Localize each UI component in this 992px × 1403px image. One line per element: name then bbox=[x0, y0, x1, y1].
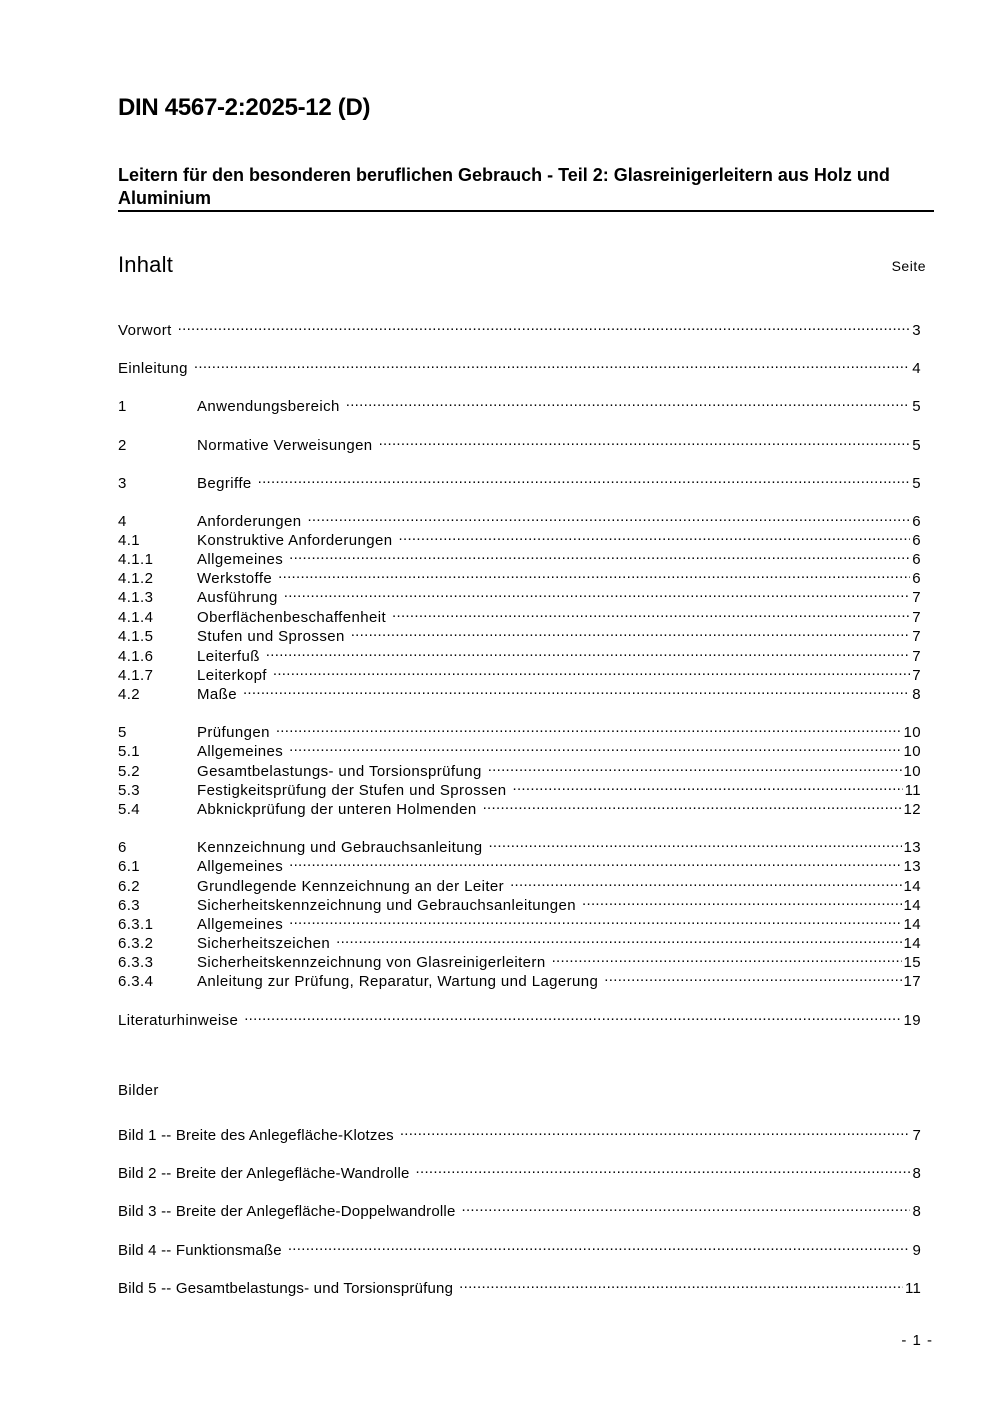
toc-entry-number: 3 bbox=[118, 475, 127, 492]
dot-leader bbox=[351, 622, 911, 641]
dot-leader bbox=[289, 852, 901, 871]
toc-entry-label: Normative Verweisungen bbox=[197, 437, 373, 454]
toc-heading: Inhalt bbox=[118, 252, 174, 277]
toc-entry[interactable] bbox=[118, 507, 921, 530]
dot-leader bbox=[346, 392, 911, 411]
dot-leader bbox=[604, 967, 901, 986]
page-number: - 1 - bbox=[901, 1332, 933, 1349]
dot-leader bbox=[258, 469, 911, 488]
toc-entry-label: Allgemeines bbox=[197, 743, 284, 760]
figure-entry-label: Bild 3 -- Breite der Anlegefläche-Doppelwandrolle bbox=[118, 1203, 456, 1220]
dot-leader bbox=[307, 507, 910, 526]
toc-entry-page: 15 bbox=[903, 954, 921, 971]
toc-entry-number: 4.1.4 bbox=[118, 609, 154, 626]
figure-entry-page: 11 bbox=[905, 1280, 921, 1297]
toc-entry-page: 7 bbox=[912, 667, 921, 684]
toc-entry-number: 5.4 bbox=[118, 801, 141, 818]
toc-entry[interactable] bbox=[118, 910, 921, 933]
toc-entry-number: 6.3.2 bbox=[118, 935, 154, 952]
dot-leader bbox=[552, 948, 902, 967]
toc-entry-label: Begriffe bbox=[197, 475, 252, 492]
toc-entry[interactable] bbox=[118, 776, 921, 799]
toc-entry[interactable] bbox=[118, 354, 921, 377]
toc-entry-number: 5.2 bbox=[118, 763, 141, 780]
toc-entry[interactable] bbox=[118, 948, 921, 971]
figures-heading: Bilder bbox=[118, 1082, 159, 1099]
title-rule bbox=[118, 210, 934, 212]
toc-entry-number: 4.1.5 bbox=[118, 628, 154, 645]
dot-leader bbox=[244, 1006, 901, 1025]
toc-entry[interactable] bbox=[118, 545, 921, 568]
toc-entry[interactable] bbox=[118, 661, 921, 684]
figure-entry[interactable] bbox=[118, 1274, 921, 1297]
document-title: Leitern für den besonderen beruflichen Gebrauch - Teil 2: Glasreinigerleitern aus Holz und Aluminium bbox=[118, 165, 890, 208]
toc-entry[interactable] bbox=[118, 603, 921, 626]
toc-entry-page: 10 bbox=[903, 724, 921, 741]
toc-entry-label: Maße bbox=[197, 686, 237, 703]
toc-entry-number: 6.2 bbox=[118, 878, 141, 895]
dot-leader bbox=[243, 680, 910, 699]
toc-entry-page: 17 bbox=[903, 973, 921, 990]
dot-leader bbox=[483, 795, 902, 814]
toc-entry-page: 13 bbox=[903, 839, 921, 856]
toc-entry-label: Sicherheitskennzeichnung und Gebrauchsanleitungen bbox=[197, 897, 577, 914]
toc-entry-number: 4.1.1 bbox=[118, 551, 154, 568]
toc-entry-label: Werkstoffe bbox=[197, 570, 273, 587]
toc-entry-page: 11 bbox=[904, 782, 921, 799]
figure-entry[interactable] bbox=[118, 1121, 921, 1144]
toc-entry-label: Anforderungen bbox=[197, 513, 302, 530]
toc-entry-label: Stufen und Sprossen bbox=[197, 628, 345, 645]
toc-entry[interactable] bbox=[118, 852, 921, 875]
dot-leader bbox=[488, 833, 901, 852]
toc-entry[interactable] bbox=[118, 891, 921, 914]
toc-entry-page: 14 bbox=[903, 916, 921, 933]
figure-entry-label: Bild 2 -- Breite der Anlegefläche-Wandrolle bbox=[118, 1165, 410, 1182]
toc-entry[interactable] bbox=[118, 642, 921, 665]
toc-entry-number: 4.2 bbox=[118, 686, 141, 703]
toc-entry[interactable] bbox=[118, 967, 921, 990]
toc-entry-number: 6.3.4 bbox=[118, 973, 154, 990]
toc-entry-label: Ausführung bbox=[197, 589, 278, 606]
toc-entry-label: Abknickprüfung der unteren Holmenden bbox=[197, 801, 477, 818]
dot-leader bbox=[194, 354, 910, 373]
toc-entry-page: 5 bbox=[912, 437, 921, 454]
toc-entry-label: Kennzeichnung und Gebrauchsanleitung bbox=[197, 839, 483, 856]
toc-entry-page: 7 bbox=[912, 648, 921, 665]
dot-leader bbox=[488, 757, 902, 776]
toc-entry-number: 6 bbox=[118, 839, 127, 856]
dot-leader bbox=[273, 661, 910, 680]
toc-entry-number: 1 bbox=[118, 398, 127, 415]
toc-entry-number: 6.1 bbox=[118, 858, 141, 875]
toc-entry-number: 4.1.3 bbox=[118, 589, 154, 606]
toc-entry-number: 4.1.6 bbox=[118, 648, 154, 665]
figure-entry[interactable] bbox=[118, 1236, 921, 1259]
toc-entry-page: 14 bbox=[903, 897, 921, 914]
dot-leader bbox=[288, 1236, 911, 1255]
toc-entry[interactable] bbox=[118, 583, 921, 606]
toc-entry-number: 6.3.3 bbox=[118, 954, 154, 971]
toc-entry-number: 4.1.7 bbox=[118, 667, 154, 684]
toc-entry-page: 14 bbox=[903, 878, 921, 895]
figure-entry-label: Bild 5 -- Gesamtbelastungs- und Torsionsprüfung bbox=[118, 1280, 454, 1297]
toc-entry-number: 4.1.2 bbox=[118, 570, 154, 587]
figure-entry-label: Bild 1 -- Breite des Anlegefläche-Klotzes bbox=[118, 1127, 394, 1144]
toc-entry[interactable] bbox=[118, 469, 921, 492]
dot-leader bbox=[582, 891, 901, 910]
toc-entry-label: Oberflächenbeschaffenheit bbox=[197, 609, 387, 626]
toc-entry-page: 13 bbox=[903, 858, 921, 875]
dot-leader bbox=[416, 1159, 911, 1178]
toc-entry-number: 4.1 bbox=[118, 532, 141, 549]
figure-entry-page: 8 bbox=[912, 1165, 921, 1182]
toc-entry-label: Allgemeines bbox=[197, 916, 284, 933]
toc-entry-page: 19 bbox=[903, 1012, 921, 1029]
toc-entry-number: 4 bbox=[118, 513, 127, 530]
toc-entry-label: Anleitung zur Prüfung, Reparatur, Wartung und Lagerung bbox=[197, 973, 599, 990]
toc-entry[interactable] bbox=[118, 564, 921, 587]
toc-entry-label: Literaturhinweise bbox=[118, 1012, 239, 1029]
toc-entry[interactable] bbox=[118, 872, 921, 895]
toc-entry-page: 3 bbox=[912, 322, 921, 339]
toc-entry-page: 12 bbox=[903, 801, 921, 818]
toc-entry[interactable] bbox=[118, 718, 921, 741]
toc-entry-label: Vorwort bbox=[118, 322, 172, 339]
toc-entry-number: 5.1 bbox=[118, 743, 141, 760]
toc-entry-page: 6 bbox=[912, 570, 921, 587]
toc-entry-page: 6 bbox=[912, 532, 921, 549]
dot-leader bbox=[336, 929, 901, 948]
figure-entry-page: 7 bbox=[912, 1127, 921, 1144]
toc-entry-page: 6 bbox=[912, 551, 921, 568]
dot-leader bbox=[289, 910, 901, 929]
dot-leader bbox=[276, 718, 902, 737]
toc-entry-label: Einleitung bbox=[118, 360, 188, 377]
dot-leader bbox=[284, 583, 911, 602]
toc-entry-label: Festigkeitsprüfung der Stufen und Sprossen bbox=[197, 782, 507, 799]
dot-leader bbox=[178, 316, 911, 335]
dot-leader bbox=[278, 564, 910, 583]
dot-leader bbox=[399, 526, 911, 545]
toc-entry-label: Anwendungsbereich bbox=[197, 398, 340, 415]
toc-entry-label: Leiterfuß bbox=[197, 648, 260, 665]
toc-entry-number: 6.3 bbox=[118, 897, 141, 914]
toc-entry-page: 10 bbox=[903, 763, 921, 780]
toc-entry[interactable] bbox=[118, 1006, 921, 1029]
toc-entry-page: 7 bbox=[912, 589, 921, 606]
toc-entry-page: 10 bbox=[903, 743, 921, 760]
toc-entry-label: Allgemeines bbox=[197, 551, 284, 568]
figure-entry-label: Bild 4 -- Funktionsmaße bbox=[118, 1242, 282, 1259]
toc-entry[interactable] bbox=[118, 680, 921, 703]
toc-entry[interactable] bbox=[118, 392, 921, 415]
toc-entry-number: 5 bbox=[118, 724, 127, 741]
figure-entry-page: 8 bbox=[912, 1203, 921, 1220]
toc-entry[interactable] bbox=[118, 622, 921, 645]
toc-entry-label: Allgemeines bbox=[197, 858, 284, 875]
document-id: DIN 4567-2:2025-12 (D) bbox=[118, 94, 371, 121]
toc-entry-page: 5 bbox=[912, 398, 921, 415]
toc-entry[interactable] bbox=[118, 833, 921, 856]
dot-leader bbox=[400, 1121, 911, 1140]
dot-leader bbox=[462, 1197, 911, 1216]
toc-entry-label: Grundlegende Kennzeichnung an der Leiter bbox=[197, 878, 505, 895]
toc-entry-label: Sicherheitskennzeichnung von Glasreinigerleitern bbox=[197, 954, 546, 971]
toc-entry[interactable] bbox=[118, 929, 921, 952]
toc-entry-number: 2 bbox=[118, 437, 127, 454]
dot-leader bbox=[289, 545, 910, 564]
dot-leader bbox=[512, 776, 902, 795]
toc-entry-label: Leiterkopf bbox=[197, 667, 267, 684]
page-column-label: Seite bbox=[891, 258, 926, 274]
toc-entry-page: 7 bbox=[912, 628, 921, 645]
toc-entry-page: 14 bbox=[903, 935, 921, 952]
toc-entry-label: Sicherheitszeichen bbox=[197, 935, 331, 952]
toc-entry-number: 6.3.1 bbox=[118, 916, 154, 933]
toc-entry-label: Prüfungen bbox=[197, 724, 270, 741]
figure-entry-page: 9 bbox=[912, 1242, 921, 1259]
toc-entry-number: 5.3 bbox=[118, 782, 141, 799]
toc-entry[interactable] bbox=[118, 795, 921, 818]
figure-entry[interactable] bbox=[118, 1159, 921, 1182]
toc-entry-page: 8 bbox=[912, 686, 921, 703]
toc-entry-label: Gesamtbelastungs- und Torsionsprüfung bbox=[197, 763, 482, 780]
toc-entry-label: Konstruktive Anforderungen bbox=[197, 532, 393, 549]
dot-leader bbox=[379, 431, 911, 450]
toc-entry[interactable] bbox=[118, 757, 921, 780]
toc-entry-page: 4 bbox=[912, 360, 921, 377]
toc-entry[interactable] bbox=[118, 526, 921, 549]
figure-entry[interactable] bbox=[118, 1197, 921, 1220]
dot-leader bbox=[510, 872, 901, 891]
toc-entry[interactable] bbox=[118, 431, 921, 454]
toc-entry[interactable] bbox=[118, 316, 921, 339]
dot-leader bbox=[392, 603, 910, 622]
toc-entry-page: 5 bbox=[912, 475, 921, 492]
toc-entry-page: 7 bbox=[912, 609, 921, 626]
dot-leader bbox=[266, 642, 910, 661]
dot-leader bbox=[459, 1274, 903, 1293]
dot-leader bbox=[289, 737, 901, 756]
toc-entry[interactable] bbox=[118, 737, 921, 760]
toc-entry-page: 6 bbox=[912, 513, 921, 530]
